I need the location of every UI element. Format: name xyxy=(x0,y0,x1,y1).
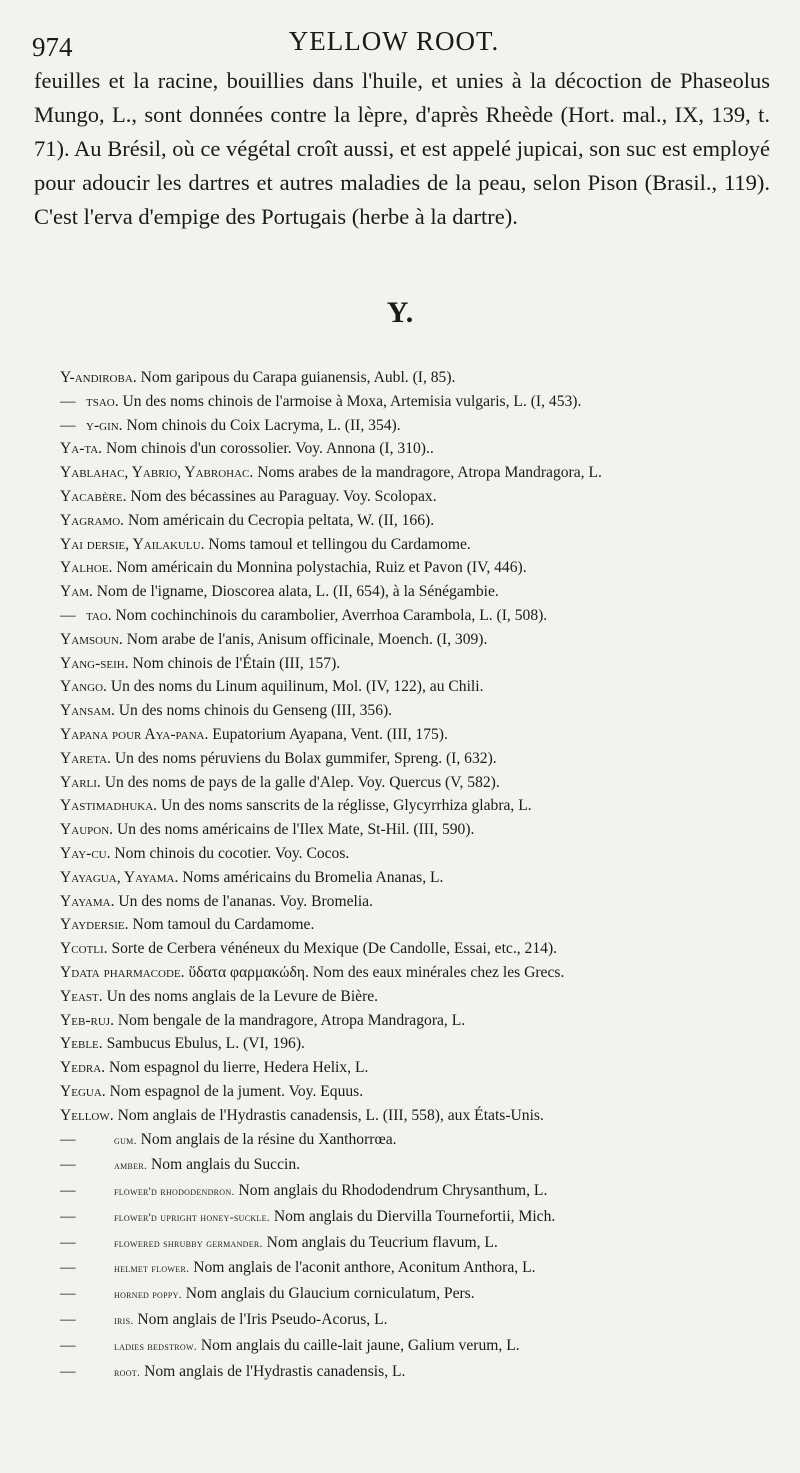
dictionary-entry xyxy=(60,1032,772,1056)
running-head: YELLOW ROOT. xyxy=(288,26,500,56)
entry-headword: Yaupon. xyxy=(60,821,114,839)
entry-definition: Nom arabe de l'anis, Anisum officinale, Moench. (I, 309). xyxy=(126,630,488,648)
entry-definition: Un des noms du Linum aquilinum, Mol. (IV, 122), au Chili. xyxy=(110,678,484,696)
entry-definition: Nom garipous du Carapa guianensis, Aubl. (I, 85). xyxy=(140,369,456,386)
entry-definition: Noms arabes de la mandragore, Atropa Mandragora, L. xyxy=(257,464,602,482)
entry-definition: Nom cochinchinois du carambolier, Averrhoa Carambola, L. (I, 508). xyxy=(115,606,548,624)
entry-headword: Yansam. xyxy=(60,702,115,720)
entry-headword: Yagramo. xyxy=(60,511,125,529)
dictionary-entry xyxy=(60,580,772,604)
dictionary-entry xyxy=(60,961,772,985)
entry-headword: amber. xyxy=(114,1160,148,1173)
entry-definition: Nom anglais du caille-lait jaune, Galium verum, L. xyxy=(200,1336,520,1354)
entry-dash: — xyxy=(60,1311,76,1329)
entry-headword: Yacabère. xyxy=(60,487,127,505)
dictionary-entry xyxy=(60,366,772,390)
entry-definition: Nom chinois d'un corossolier. Voy. Annona (I, 310).. xyxy=(106,440,434,458)
entry-headword: Y-andiroba. xyxy=(60,369,137,386)
entry-headword: Ycotli. xyxy=(60,940,108,958)
entry-definition: Un des noms de pays de la galle d'Alep. Voy. Quercus (V, 582). xyxy=(104,773,500,791)
entry-headword: Yapana pour Aya-pana. xyxy=(60,725,209,743)
entry-definition: Nom anglais du Glaucium corniculatum, Pers. xyxy=(185,1285,475,1303)
entry-headword: Yang-seih. xyxy=(60,654,129,672)
entry-definition: Nom anglais de la résine du Xanthorrœa. xyxy=(140,1130,397,1148)
entry-definition: Un des noms américains de l'Ilex Mate, St-Hil. (III, 590). xyxy=(116,821,475,839)
entry-dash: — xyxy=(60,1259,76,1277)
entry-headword: flower'd rhododendron. xyxy=(114,1186,235,1199)
entry-definition: Un des noms péruviens du Bolax gummifer, Spreng. (I, 632). xyxy=(114,749,497,767)
entry-headword: tao. xyxy=(86,606,112,624)
entry-headword: ladies bedstrow. xyxy=(114,1340,197,1353)
entry-headword: Yegua. xyxy=(60,1082,106,1100)
entry-headword: helmet flower. xyxy=(114,1263,190,1276)
entry-dash: — xyxy=(60,1362,76,1380)
dictionary-entry xyxy=(60,628,772,652)
entry-headword: root. xyxy=(114,1366,141,1379)
dictionary-entry xyxy=(60,1153,772,1179)
dictionary-entry xyxy=(60,1128,772,1154)
dictionary-entry xyxy=(60,1308,772,1334)
dictionary-entry xyxy=(60,675,772,699)
dictionary-entry xyxy=(60,818,772,842)
dictionary-entry xyxy=(60,652,772,676)
dictionary-entry xyxy=(60,461,772,485)
entry-headword: Yaydersie. xyxy=(60,916,129,934)
dictionary-entry xyxy=(60,533,772,557)
entry-dash: — xyxy=(60,416,76,434)
entry-definition: Nom espagnol de la jument. Voy. Equus. xyxy=(109,1082,364,1100)
entry-dash: — xyxy=(60,1336,76,1354)
entry-dash: — xyxy=(60,606,76,624)
entry-dash: — xyxy=(60,1156,76,1174)
dictionary-entry xyxy=(60,771,772,795)
entry-headword: Yeast. xyxy=(60,987,103,1005)
entry-definition: Un des noms chinois de l'armoise à Moxa, Artemisia vulgaris, L. (I, 453). xyxy=(122,392,582,410)
dictionary-entry xyxy=(60,794,772,818)
entry-headword: Yeble. xyxy=(60,1035,103,1053)
entry-definition: Nom anglais du Teucrium flavum, L. xyxy=(266,1233,498,1251)
entry-definition: Nom anglais de l'Iris Pseudo-Acorus, L. xyxy=(137,1311,388,1329)
entry-definition: Nom anglais du Rhododendrum Chrysanthum, L. xyxy=(238,1182,548,1200)
entry-headword: Yam. xyxy=(60,583,93,601)
dictionary-entry xyxy=(60,985,772,1009)
entry-definition: Un des noms sanscrits de la réglisse, Glycyrrhiza glabra, L. xyxy=(160,797,532,815)
entry-definition: Nom anglais du Succin. xyxy=(151,1156,301,1174)
entry-definition: Sorte de Cerbera vénéneux du Mexique (De Candolle, Essai, etc., 214). xyxy=(111,940,558,958)
entry-headword: horned poppy. xyxy=(114,1289,182,1302)
dictionary-entry xyxy=(60,437,772,461)
entry-headword: Yay-cu. xyxy=(60,844,111,862)
dictionary-entry xyxy=(60,866,772,890)
entry-definition: Nom chinois du cocotier. Voy. Cocos. xyxy=(114,844,350,862)
entry-headword: Ya-ta. xyxy=(60,440,103,458)
section-letter: Y. xyxy=(386,296,414,329)
entry-definition: Nom anglais de l'Hydrastis canadensis, L. xyxy=(144,1362,406,1380)
entry-dash: — xyxy=(60,1130,76,1148)
entry-headword: Ydata pharmacode. xyxy=(60,963,185,981)
dictionary-entry xyxy=(60,1104,772,1128)
dictionary-entry xyxy=(60,556,772,580)
dictionary-entry xyxy=(60,485,772,509)
entry-dash: — xyxy=(60,1285,76,1303)
entry-definition: Noms américains du Bromelia Ananas, L. xyxy=(182,868,444,886)
dictionary-entry xyxy=(60,1179,772,1205)
entry-dash: — xyxy=(60,1182,76,1200)
dictionary-entry xyxy=(60,1080,772,1104)
entry-headword: Yalhoe. xyxy=(60,559,113,577)
page-header xyxy=(28,22,760,62)
dictionary-entry xyxy=(60,937,772,961)
dictionary-entry xyxy=(60,390,772,414)
entry-headword: y-gin. xyxy=(86,416,123,434)
entry-definition: Nom anglais du Diervilla Tournefortii, Mich. xyxy=(273,1207,556,1225)
dictionary-entry xyxy=(60,1205,772,1231)
entry-headword: iris. xyxy=(114,1315,134,1328)
entry-definition: Nom américain du Cecropia peltata, W. (II, 166). xyxy=(127,511,435,529)
entry-definition: Nom américain du Monnina polystachia, Ruiz et Pavon (IV, 446). xyxy=(116,559,527,577)
entry-definition: Nom tamoul du Cardamome. xyxy=(132,916,315,934)
entry-headword: Yayama. xyxy=(60,892,115,910)
entry-definition: Nom de l'igname, Dioscorea alata, L. (II, 654), à la Sénégambie. xyxy=(96,583,499,601)
entry-headword: Yastimadhuka. xyxy=(60,797,158,815)
entry-headword: Yeb-ruj. xyxy=(60,1011,114,1029)
entry-definition: Un des noms anglais de la Levure de Bière. xyxy=(106,987,379,1005)
entry-definition: Nom anglais de l'Hydrastis canadensis, L. (III, 558), aux États-Unis. xyxy=(117,1106,544,1124)
entry-definition: Nom espagnol du lierre, Hedera Helix, L. xyxy=(109,1059,369,1077)
entry-dash: — xyxy=(60,392,76,410)
dictionary-entry xyxy=(60,747,772,771)
dictionary-entry xyxy=(60,414,772,438)
entry-definition: Nom bengale de la mandragore, Atropa Mandragora, L. xyxy=(117,1011,466,1029)
dictionary-entries xyxy=(60,366,772,1385)
entry-definition: Un des noms de l'ananas. Voy. Bromelia. xyxy=(118,892,373,910)
dictionary-entry xyxy=(60,1056,772,1080)
entry-definition: Eupatorium Ayapana, Vent. (III, 175). xyxy=(212,725,448,743)
dictionary-entry xyxy=(60,890,772,914)
entry-headword: flowered shrubby germander. xyxy=(114,1237,263,1250)
dictionary-entry xyxy=(60,842,772,866)
dictionary-entry xyxy=(60,1009,772,1033)
dictionary-entry xyxy=(60,1256,772,1282)
entry-headword: tsao. xyxy=(86,392,119,410)
dictionary-entry xyxy=(60,604,772,628)
dictionary-entry xyxy=(60,1360,772,1386)
entry-headword: Yai dersie, Yailakulu. xyxy=(60,535,205,553)
entry-definition: Un des noms chinois du Genseng (III, 356). xyxy=(118,702,393,720)
entry-headword: flower'd upright honey-suckle. xyxy=(114,1211,270,1224)
entry-headword: Yango. xyxy=(60,678,107,696)
dictionary-entry xyxy=(60,699,772,723)
entry-headword: Yarli. xyxy=(60,773,101,791)
page-number: 974 xyxy=(32,32,73,62)
entry-headword: Yareta. xyxy=(60,749,111,767)
entry-definition: Noms tamoul et tellingou du Cardamome. xyxy=(208,535,471,553)
entry-headword: Yedra. xyxy=(60,1059,106,1077)
entry-definition: Sambucus Ebulus, L. (VI, 196). xyxy=(106,1035,305,1053)
dictionary-entry xyxy=(60,1334,772,1360)
entry-headword: gum. xyxy=(114,1134,137,1147)
intro-paragraph xyxy=(34,64,770,234)
dictionary-entry xyxy=(60,509,772,533)
dictionary-entry xyxy=(60,1231,772,1257)
entry-definition: Nom anglais de l'aconit anthore, Aconitum Anthora, L. xyxy=(193,1259,536,1277)
dictionary-entry xyxy=(60,723,772,747)
entry-dash: — xyxy=(60,1207,76,1225)
entry-definition: Nom chinois de l'Étain (III, 157). xyxy=(132,654,341,672)
entry-dash: — xyxy=(60,1233,76,1251)
entry-definition: Nom chinois du Coix Lacryma, L. (II, 354). xyxy=(126,416,401,434)
intro-text: feuilles et la racine, bouillies dans l'huile, et unies à la décoction de Phaseolus Mungo, L., sont données contre la lèpre, d'après Rheède (Hort. mal., IX, 139, t. 71). Au Brésil, où ce végétal croît aussi, et est appelé jupicai, son suc est employé pour adoucir les dartres et autres maladies de la peau, selon Pison (Brasil., 119). C'est l'erva d'empige des Portugais (herbe à la dartre). xyxy=(34,68,770,229)
entry-headword: Yellow. xyxy=(60,1106,114,1124)
dictionary-entry xyxy=(60,1282,772,1308)
entry-headword: Yayagua, Yayama. xyxy=(60,868,179,886)
entry-definition: ὕδατα φαρμακώδη. Nom des eaux minérales chez les Grecs. xyxy=(188,963,565,981)
dictionary-entry xyxy=(60,913,772,937)
entry-headword: Yamsoun. xyxy=(60,630,123,648)
entry-definition: Nom des bécassines au Paraguay. Voy. Scolopax. xyxy=(130,487,437,505)
entry-headword: Yablahac, Yabrio, Yabrohac. xyxy=(60,464,254,482)
